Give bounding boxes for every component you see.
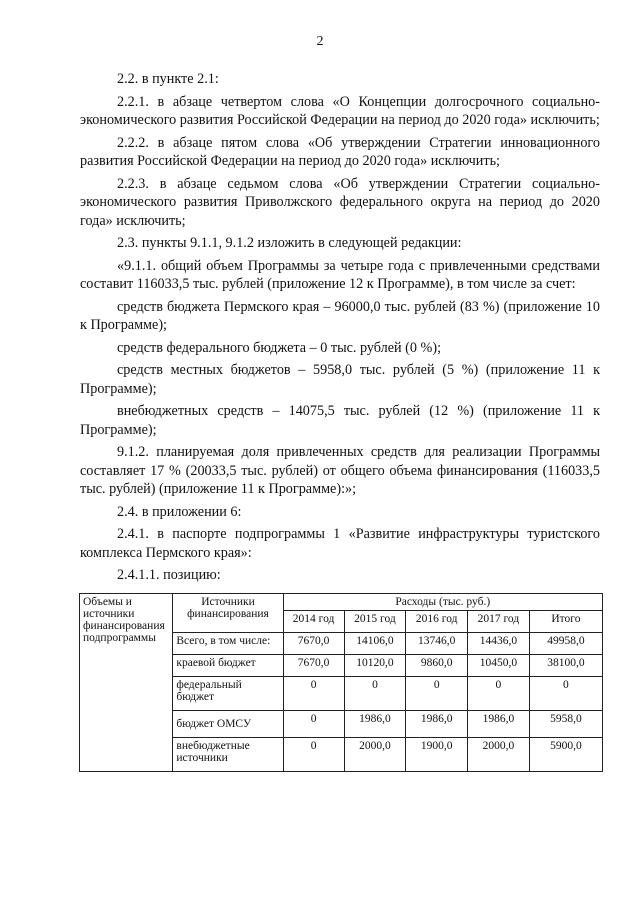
table-cell: Всего, в том числе:: [173, 633, 283, 655]
table-cell: 7670,0: [283, 633, 344, 655]
table-cell: 0: [529, 677, 602, 711]
table-header-cell: 2015 год: [344, 611, 406, 633]
paragraph: «9.1.1. общий объем Программы за четыре года с привлеченными средствами составит 116033,5 тыс. рублей (приложение 12 к Программе), в том числе за счет:: [80, 257, 600, 292]
paragraph: 9.1.2. планируемая доля привлеченных средств для реализации Программы составляет 17 % (20033,5 тыс. рублей) от общего объема финансирования (116033,5 тыс. рублей) (приложение 11 к Программе):»;: [80, 444, 600, 497]
table-cell: 5900,0: [529, 738, 602, 772]
table-header-cell: Источники финансирования: [173, 594, 283, 633]
table-cell: 1986,0: [468, 711, 530, 738]
table-cell: 0: [283, 711, 344, 738]
table-cell: 1986,0: [344, 711, 406, 738]
table-cell: федеральный бюджет: [173, 677, 283, 711]
table-cell: 9860,0: [406, 655, 468, 677]
paragraph: 2.2.2. в абзаце пятом слова «Об утверждении Стратегии инновационного развития Российской Федерации на период до 2020 года» исключить;: [80, 134, 600, 169]
table-cell: внебюджетные источники: [173, 738, 283, 772]
table-cell: 1900,0: [406, 738, 468, 772]
paragraph: 2.2.1. в абзаце четвертом слова «О Концепции долгосрочного социально-экономического развития Российской Федерации на период до 2020 года» исключить;: [80, 93, 600, 128]
table-cell: 49958,0: [529, 633, 602, 655]
table-cell: 0: [283, 738, 344, 772]
table-cell: бюджет ОМСУ: [173, 711, 283, 738]
paragraph: внебюджетных средств – 14075,5 тыс. рублей (12 %) (приложение 11 к Программе);: [80, 403, 600, 438]
table-cell: 2000,0: [344, 738, 406, 772]
table-header-cell: Расходы (тыс. руб.): [283, 594, 602, 611]
paragraph: 2.3. пункты 9.1.1, 9.1.2 изложить в следующей редакции:: [117, 235, 462, 251]
page-number: 2: [316, 34, 324, 49]
financing-table: [79, 593, 603, 772]
table-header-cell: Объемы и источники финансирования подпрограммы: [80, 594, 173, 772]
table-header-cell: 2017 год: [468, 611, 530, 633]
table-cell: 14106,0: [344, 633, 406, 655]
table-cell: 7670,0: [283, 655, 344, 677]
table-cell: 14436,0: [468, 633, 530, 655]
paragraph: 2.2.3. в абзаце седьмом слова «Об утверждении Стратегии социально-экономического развития Приволжского федерального округа на период до 2020 года» исключить;: [80, 175, 600, 229]
table-cell: 10120,0: [344, 655, 406, 677]
table-cell: 10450,0: [468, 655, 530, 677]
table-cell: 38100,0: [529, 655, 602, 677]
table-header-cell: 2014 год: [283, 611, 344, 633]
table-cell: 0: [344, 677, 406, 711]
table-cell: 1986,0: [406, 711, 468, 738]
table-cell: 0: [406, 677, 468, 711]
paragraph: 2.4.1.1. позицию:: [117, 567, 221, 583]
table-cell: краевой бюджет: [173, 655, 283, 677]
table-header-cell: 2016 год: [406, 611, 468, 633]
table-cell: 5958,0: [529, 711, 602, 738]
paragraph: средств бюджета Пермского края – 96000,0 тыс. рублей (83 %) (приложение 10 к Программе);: [80, 298, 600, 333]
table-cell: 13746,0: [406, 633, 468, 655]
table-header-cell: Итого: [529, 611, 602, 633]
paragraph: 2.2. в пункте 2.1:: [117, 71, 219, 87]
paragraph: средств федерального бюджета – 0 тыс. рублей (0 %);: [117, 339, 442, 356]
table-cell: 2000,0: [468, 738, 530, 772]
table-cell: 0: [468, 677, 530, 711]
paragraph: средств местных бюджетов – 5958,0 тыс. рублей (5 %) (приложение 11 к Программе);: [80, 362, 600, 397]
document-body: [80, 70, 600, 585]
table-cell: 0: [283, 677, 344, 711]
paragraph: 2.4.1. в паспорте подпрограммы 1 «Развитие инфраструктуры туристского комплекса Пермского края»:: [80, 526, 600, 561]
paragraph: 2.4. в приложении 6:: [117, 503, 242, 520]
